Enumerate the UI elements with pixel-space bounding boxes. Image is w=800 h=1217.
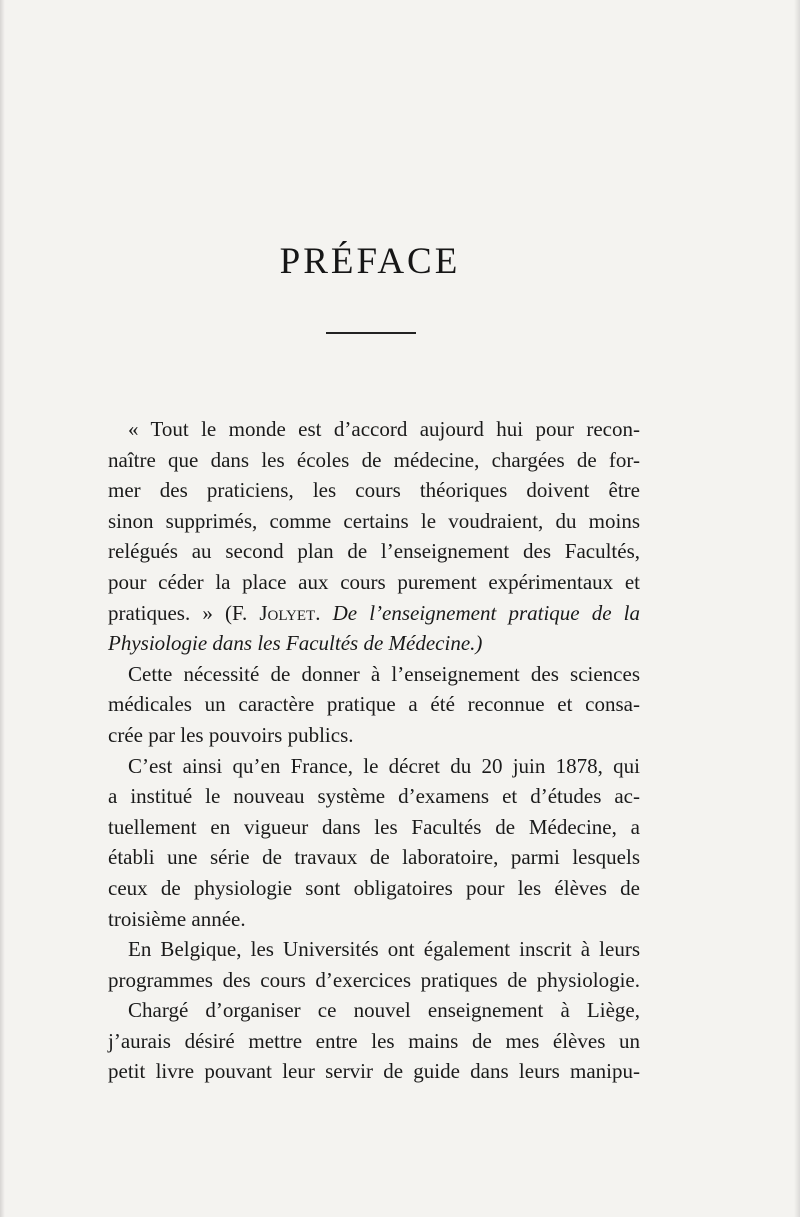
text-line: programmes des cours d’exercices pratiques de physiologie. — [108, 967, 640, 992]
text-line: crée par les pouvoirs publics. — [108, 722, 354, 747]
text-line: Cette nécessité de donner à l’enseignement des sciences — [128, 661, 640, 686]
text-line: tuellement en vigueur dans les Facultés de Médecine, a — [108, 814, 640, 839]
text-line-citation — [108, 598, 640, 629]
text-line: troisième année. — [108, 906, 246, 931]
text-line: mer des praticiens, les cours théoriques doivent être — [108, 478, 640, 503]
text-line: pour céder la place aux cours purement expérimentaux et — [108, 569, 640, 594]
text-line: établi une série de travaux de laboratoire, parmi lesquels — [108, 845, 640, 870]
text-line: petit livre pouvant leur servir de guide dans leurs manipu- — [108, 1059, 640, 1084]
page-edge-left — [0, 0, 5, 1217]
text-line-citation-end: Physiologie dans les Facultés de Médecine.) — [108, 631, 483, 656]
citation-title: De l’enseignement pratique de la — [332, 600, 641, 625]
citation-author: Jolyet — [259, 600, 316, 625]
text-line: relégués au second plan de l’enseignement des Facultés, — [108, 539, 640, 564]
text-line: ceux de physiologie sont obligatoires pour les élèves de — [108, 875, 640, 900]
text-line: Chargé d’organiser ce nouvel enseignement à Liège, — [128, 998, 640, 1023]
page-title: PRÉFACE — [279, 241, 461, 282]
text-line: naître que dans les écoles de médecine, chargées de for- — [108, 447, 640, 472]
text-line: médicales un caractère pratique a été reconnue et consa- — [108, 692, 640, 717]
preface-body — [108, 414, 640, 1087]
citation-sep: . — [315, 600, 333, 625]
page-edge-right — [794, 0, 800, 1217]
text-line: sinon supprimés, comme certains le voudraient, du moins — [108, 508, 640, 533]
text-line: En Belgique, les Universités ont également inscrit à leurs — [128, 937, 640, 962]
text-line: C’est ainsi qu’en France, le décret du 20 juin 1878, qui — [128, 753, 640, 778]
text-line: a institué le nouveau système d’examens et d’études ac- — [108, 784, 640, 809]
title-rule — [326, 332, 416, 334]
text-line: j’aurais désiré mettre entre les mains de mes élèves un — [108, 1028, 640, 1053]
text-line: « Tout le monde est d’accord aujourd hui pour recon- — [128, 417, 640, 441]
citation-prefix: pratiques. » (F. — [108, 600, 260, 625]
